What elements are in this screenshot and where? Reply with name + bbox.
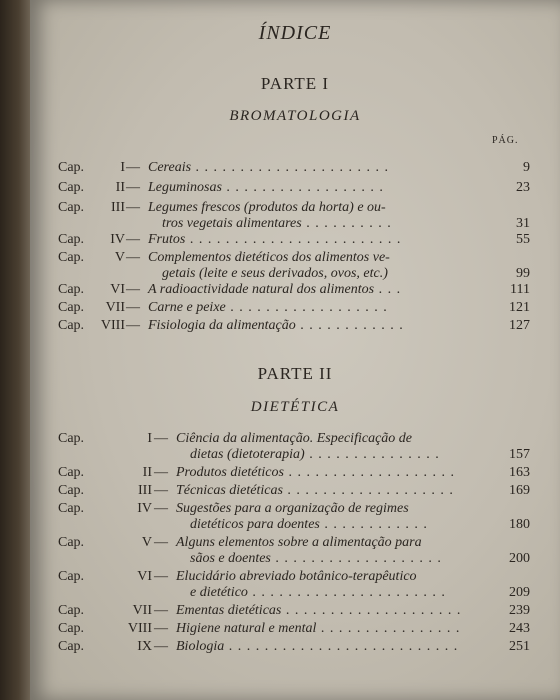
page-number: 111 bbox=[510, 282, 530, 297]
leader-dots: . . . . . . . . . . . . . . . . . . . bbox=[282, 483, 454, 498]
page-number: 157 bbox=[509, 447, 530, 462]
chapter-dash: — bbox=[126, 282, 140, 297]
chapter-number: V bbox=[141, 535, 152, 550]
chapter-dash: — bbox=[126, 160, 140, 175]
book-page bbox=[30, 0, 560, 700]
chapter-number: II bbox=[115, 180, 125, 195]
chapter-number: IV bbox=[110, 232, 125, 247]
chapter-title-line2 bbox=[190, 447, 440, 463]
chapter-dash: — bbox=[154, 639, 168, 654]
page-number: 251 bbox=[509, 639, 530, 654]
chapter-title-text: getais (leite e seus derivados, ovos, etc.) bbox=[162, 266, 388, 281]
chapter-number: VIII bbox=[100, 318, 125, 333]
chapter-dash: — bbox=[154, 431, 168, 446]
chapter-title-text: Leguminosas bbox=[148, 180, 222, 195]
chapter-title-text: Higiene natural e mental bbox=[176, 621, 317, 636]
page-number: 209 bbox=[509, 585, 530, 600]
chapter-title-line1 bbox=[148, 232, 401, 248]
leader-dots: . . . . . . . . . . . . . . . . . . bbox=[225, 300, 388, 315]
page-column-label: PÁG. bbox=[492, 135, 519, 146]
chapter-label: Cap. bbox=[58, 282, 85, 297]
chapter-dash: — bbox=[126, 200, 140, 215]
chapter-label: Cap. bbox=[58, 483, 85, 498]
chapter-dash: — bbox=[154, 535, 168, 550]
chapter-title-text: Fisiologia da alimentação bbox=[148, 318, 296, 333]
chapter-title-text: Técnicas dietéticas bbox=[176, 483, 283, 498]
chapter-title-line1 bbox=[148, 300, 388, 316]
page-number: 169 bbox=[509, 483, 530, 498]
chapter-title-line1 bbox=[148, 250, 390, 266]
chapter-label: Cap. bbox=[58, 200, 85, 215]
chapter-label: Cap. bbox=[58, 160, 85, 175]
chapter-dash: — bbox=[154, 569, 168, 584]
page-number: 55 bbox=[516, 232, 530, 247]
chapter-title-text: Sugestões para a organização de regimes bbox=[176, 501, 409, 516]
chapter-label: Cap. bbox=[58, 535, 85, 550]
leader-dots: . . . . . . . . . . . . . . . . . . . . . . bbox=[247, 585, 446, 600]
chapter-title-text: Carne e peixe bbox=[148, 300, 226, 315]
chapter-dash: — bbox=[126, 300, 140, 315]
chapter-number: VII bbox=[105, 300, 125, 315]
leader-dots: . . . . . . . . . . . . . . . . . . bbox=[221, 180, 384, 195]
chapter-label: Cap. bbox=[58, 232, 85, 247]
chapter-title-line1 bbox=[176, 501, 409, 517]
chapter-title-line2 bbox=[162, 266, 388, 282]
chapter-title-text: Alguns elementos sobre a alimentação para bbox=[176, 535, 422, 550]
chapter-title-line1 bbox=[176, 569, 417, 585]
chapter-number: I bbox=[120, 160, 125, 175]
leader-dots: . . . . . . . . . . . . . . . . . . . bbox=[283, 465, 455, 480]
leader-dots: . . . . . . . . . . . . . . . . . . . . bbox=[281, 603, 462, 618]
leader-dots: . . . . . . . . . . . . . . . . . . . bbox=[270, 551, 442, 566]
leader-dots: . . . bbox=[374, 282, 402, 297]
chapter-number: VIII bbox=[127, 621, 152, 636]
chapter-title-line1 bbox=[176, 431, 412, 447]
page-number: 9 bbox=[523, 160, 530, 175]
chapter-title-text: Complementos dietéticos dos alimentos ve- bbox=[148, 250, 390, 265]
chapter-title-text: Produtos dietéticos bbox=[176, 465, 284, 480]
leader-dots: . . . . . . . . . . . . . . . . . . . . . . . . bbox=[185, 232, 402, 247]
chapter-title-line1 bbox=[148, 180, 384, 196]
leader-dots: . . . . . . . . . . . . bbox=[295, 318, 404, 333]
chapter-dash: — bbox=[126, 250, 140, 265]
chapter-label: Cap. bbox=[58, 569, 85, 584]
part1-heading: PARTE I bbox=[260, 74, 330, 93]
page-number: 243 bbox=[509, 621, 530, 636]
chapter-dash: — bbox=[154, 603, 168, 618]
book-spine-shadow bbox=[0, 0, 34, 700]
chapter-title-text: Legumes frescos (produtos da horta) e ou- bbox=[148, 200, 386, 215]
chapter-label: Cap. bbox=[58, 639, 85, 654]
chapter-title-line2 bbox=[162, 216, 392, 232]
chapter-title-line1 bbox=[176, 465, 455, 481]
chapter-title-text: dietéticos para doentes bbox=[190, 517, 320, 532]
chapter-title-text: A radioactividade natural dos alimentos bbox=[148, 282, 375, 297]
leader-dots: . . . . . . . . . . . . . . . . . . . . . . . . . . bbox=[224, 639, 459, 654]
chapter-label: Cap. bbox=[58, 180, 85, 195]
chapter-title-text: Frutos bbox=[148, 232, 186, 247]
chapter-dash: — bbox=[126, 180, 140, 195]
chapter-dash: — bbox=[154, 465, 168, 480]
chapter-title-line1 bbox=[148, 318, 404, 334]
chapter-dash: — bbox=[154, 483, 168, 498]
chapter-title-line1 bbox=[148, 160, 389, 176]
chapter-title-line1 bbox=[176, 535, 422, 551]
leader-dots: . . . . . . . . . . . . bbox=[319, 517, 428, 532]
chapter-label: Cap. bbox=[58, 621, 85, 636]
chapter-number: IV bbox=[137, 501, 152, 516]
chapter-title-line1 bbox=[176, 483, 454, 499]
page-number: 180 bbox=[509, 517, 530, 532]
page-number: 239 bbox=[509, 603, 530, 618]
chapter-dash: — bbox=[126, 232, 140, 247]
chapter-title-text: Biologia bbox=[176, 639, 225, 654]
chapter-title-line1 bbox=[176, 639, 458, 655]
chapter-label: Cap. bbox=[58, 300, 85, 315]
chapter-title-line1 bbox=[148, 282, 401, 298]
chapter-label: Cap. bbox=[58, 431, 85, 446]
part2-heading: PARTE II bbox=[257, 364, 333, 383]
page-number: 121 bbox=[509, 300, 530, 315]
chapter-title-text: dietas (dietoterapia) bbox=[190, 447, 305, 462]
chapter-title-text: Ementas dietéticas bbox=[176, 603, 282, 618]
chapter-dash: — bbox=[126, 318, 140, 333]
chapter-title-line2 bbox=[190, 585, 446, 601]
chapter-title-line2 bbox=[190, 517, 428, 533]
page-number: 99 bbox=[516, 266, 530, 281]
chapter-dash: — bbox=[154, 621, 168, 636]
chapter-number: V bbox=[114, 250, 125, 265]
page-title: ÍNDICE bbox=[258, 22, 332, 44]
chapter-title-line1 bbox=[176, 621, 460, 637]
leader-dots: . . . . . . . . . . . . . . . . bbox=[316, 621, 461, 636]
leader-dots: . . . . . . . . . . . . . . . . . . . . . . bbox=[191, 160, 390, 175]
part1-subtitle: BROMATOLOGIA bbox=[229, 108, 361, 124]
chapter-label: Cap. bbox=[58, 603, 85, 618]
chapter-title-text: tros vegetais alimentares bbox=[162, 216, 302, 231]
chapter-number: IX bbox=[137, 639, 152, 654]
part2-subtitle: DIETÉTICA bbox=[250, 399, 340, 415]
chapter-number: VI bbox=[110, 282, 125, 297]
page-number: 200 bbox=[509, 551, 530, 566]
chapter-label: Cap. bbox=[58, 318, 85, 333]
chapter-title-line1 bbox=[176, 603, 461, 619]
chapter-title-text: Elucidário abreviado botânico-terapêutico bbox=[176, 569, 417, 584]
chapter-title-text: e dietético bbox=[190, 585, 248, 600]
chapter-number: VI bbox=[137, 569, 152, 584]
chapter-title-line2 bbox=[190, 551, 442, 567]
chapter-dash: — bbox=[154, 501, 168, 516]
leader-dots: . . . . . . . . . . bbox=[301, 216, 392, 231]
page-number: 163 bbox=[509, 465, 530, 480]
chapter-label: Cap. bbox=[58, 501, 85, 516]
chapter-title-line1 bbox=[148, 200, 386, 216]
chapter-number: II bbox=[142, 465, 152, 480]
page-number: 23 bbox=[516, 180, 530, 195]
chapter-number: VII bbox=[132, 603, 152, 618]
leader-dots: . . . . . . . . . . . . . . . bbox=[304, 447, 440, 462]
chapter-label: Cap. bbox=[58, 465, 85, 480]
chapter-number: I bbox=[147, 431, 152, 446]
chapter-label: Cap. bbox=[58, 250, 85, 265]
page-number: 127 bbox=[509, 318, 530, 333]
chapter-number: III bbox=[111, 200, 125, 215]
chapter-number: III bbox=[138, 483, 152, 498]
chapter-title-text: Ciência da alimentação. Especificação de bbox=[176, 431, 412, 446]
chapter-title-text: Cereais bbox=[148, 160, 192, 175]
page-number: 31 bbox=[516, 216, 530, 231]
chapter-title-text: sãos e doentes bbox=[190, 551, 271, 566]
